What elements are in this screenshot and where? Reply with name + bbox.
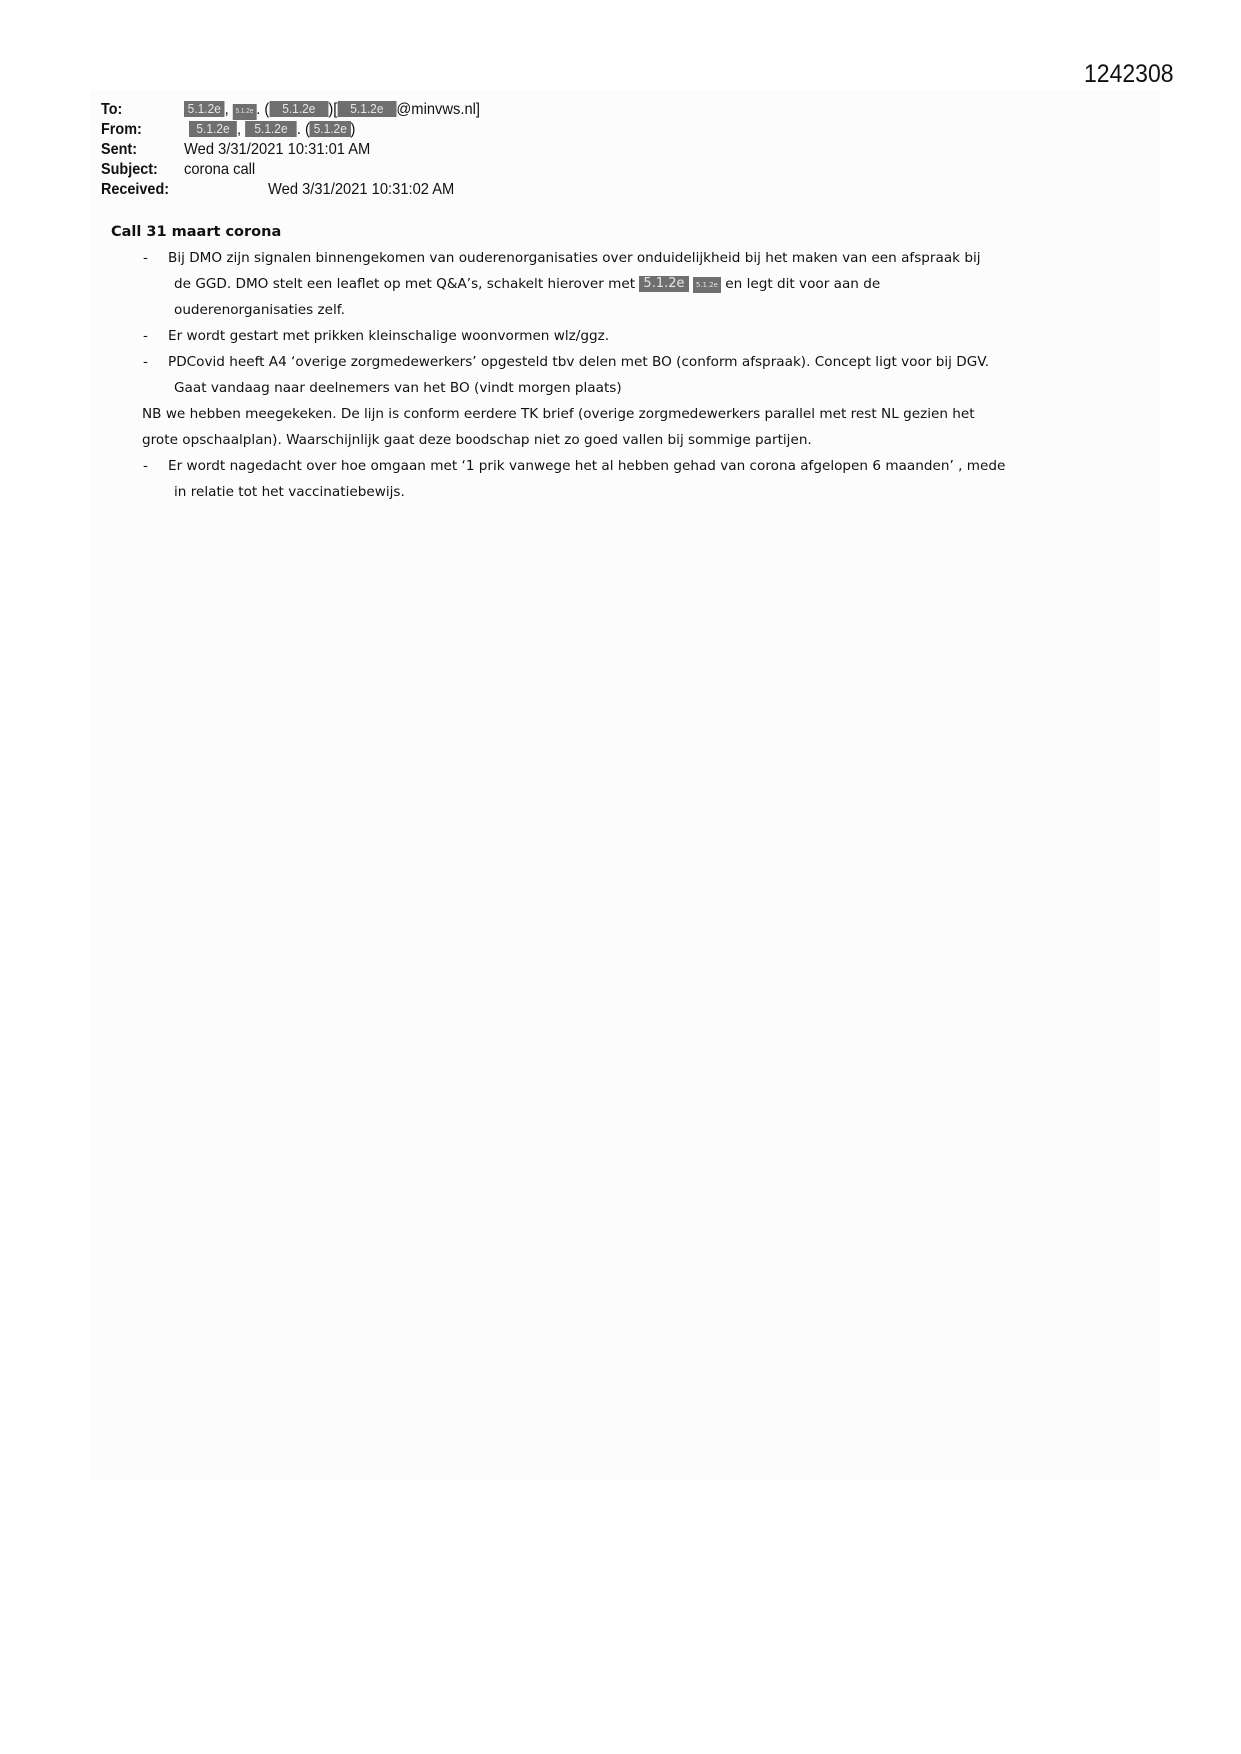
- body-title: Call 31 maart corona: [111, 224, 282, 240]
- text-segment: NB we hebben meegekeken. De lijn is conform eerdere TK brief (overige zorgmedewerkers parallel met rest NL gezien het: [142, 406, 975, 422]
- redaction: 5.1.2e: [233, 104, 256, 120]
- bullet-dash: -: [143, 354, 148, 370]
- text-segment: Gaat vandaag naar deelnemers van het BO (vindt morgen plaats): [174, 380, 622, 396]
- text-line: [111, 297, 1131, 323]
- text-segment: in relatie tot het vaccinatiebewijs.: [174, 484, 405, 500]
- bullet-dash: -: [143, 328, 148, 344]
- list-item: [111, 349, 1131, 375]
- text-line: [111, 401, 1131, 427]
- text-segment: en legt dit voor aan de: [725, 276, 881, 292]
- text-line: [111, 427, 1131, 453]
- subject-value: corona call: [184, 161, 256, 178]
- text-segment: de GGD. DMO stelt een leaflet op met Q&A’s, schakelt hierover met: [174, 276, 636, 292]
- redaction: 5.1.2e: [269, 101, 328, 117]
- to-suffix: @minvws.nl]: [396, 101, 481, 118]
- list-item: [111, 245, 1131, 271]
- bullet-dash: -: [143, 458, 148, 474]
- text-line: Bij DMO zijn signalen binnengekomen van ouderenorganisaties over onduidelijkheid bij het maken van een afspraak bij: [168, 250, 981, 266]
- redaction: 5.1.2e: [310, 121, 351, 137]
- redaction: 5.1.2e: [245, 121, 297, 137]
- text-line: [111, 375, 1131, 401]
- redaction: 5.1.2e: [337, 101, 396, 117]
- subject-label: Subject:: [101, 161, 158, 178]
- redaction: 5.1.2e: [693, 277, 721, 293]
- redaction: 5.1.2e: [184, 101, 225, 117]
- list-item: [111, 323, 1131, 349]
- sent-value: Wed 3/31/2021 10:31:01 AM: [184, 141, 371, 158]
- text-line: [111, 271, 1131, 297]
- to-value: 5.1.2e , 5.1.2e . ( 5.1.2e )[ 5.1.2e @minvws.nl]: [184, 100, 480, 120]
- text-segment: ouderenorganisaties zelf.: [174, 302, 345, 318]
- bullet-dash: -: [143, 250, 148, 266]
- text-line: Er wordt gestart met prikken kleinschalige woonvormen wlz/ggz.: [168, 328, 610, 344]
- received-value: Wed 3/31/2021 10:31:02 AM: [268, 181, 455, 198]
- redaction: 5.1.2e: [639, 276, 688, 292]
- text-line: Er wordt nagedacht over hoe omgaan met ‘1 prik vanwege het al hebben gehad van corona afgelopen 6 maanden’ , mede: [168, 458, 1006, 474]
- list-item: [111, 453, 1131, 479]
- text-line: [111, 479, 1131, 505]
- text-segment: grote opschaalplan). Waarschijnlijk gaat deze boodschap niet zo goed vallen bij sommige partijen.: [142, 432, 812, 448]
- from-label: From:: [101, 121, 142, 138]
- email-body: [111, 219, 1131, 505]
- received-label: Received:: [101, 181, 170, 198]
- document-number: 1242308: [1084, 60, 1174, 88]
- redaction: 5.1.2e: [189, 121, 237, 137]
- to-label: To:: [101, 101, 123, 118]
- sent-label: Sent:: [101, 141, 137, 158]
- from-value: 5.1.2e , 5.1.2e . ( 5.1.2e ): [189, 120, 355, 140]
- text-line: PDCovid heeft A4 ‘overige zorgmedewerkers’ opgesteld tbv delen met BO (conform afspraak). Concept ligt voor bij DGV.: [168, 354, 990, 370]
